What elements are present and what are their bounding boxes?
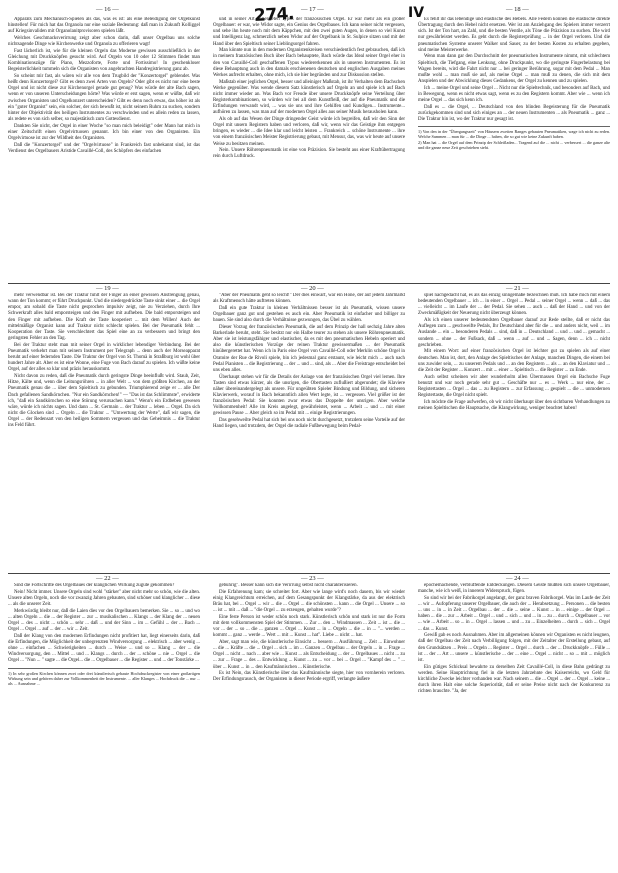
page-number: — 18 — [506, 6, 529, 13]
page-divider [8, 283, 610, 284]
paragraph: Als ob auf das Wesen der Dinge dringender Geist würde ich begreifen, daß wir den Sinn der Orgel mit unsern Registern haben und verloren, daß wir, wenn wir das Geistige ihm entgegen bringen, es wieder ... die Idee klar und leicht leisten ... Frankreich ... schöne Instrumente ... ihre von einem französischen Meister Registrierung gebaut, mit Mensur, das, was wir heute auf unsere Weise zu besitzen meinen. [213, 117, 405, 147]
paragraph: Daß ein gute Traktur in kleinen Verhältnissen besser ist als Pneumatik, wissen unsere Orgelbauer ganz gut und gestehen es auch ein. Aber Pneumatik ist einfacher und billiger zu bauen. Sie sind also durch die Verhältnisse gezwungen, das Übel zu wählen. [213, 305, 405, 324]
paragraph: So sind wir bei der Fabrikorgel angelangt, der ganz braven Fabrikorgel. Was im Laufe der Zeit ... wir ... Aufopferung unserer Orgelbauer, die auch der ... Herabsetzung ... Personen ... die besten ... uns ... in ... in Zeit ... Orgelbau ... der ... die ... seine ... Kunst ... in ... einige ... der Orgel ... haben ... die ... zur ... Arbeit ... Orgel ... und ... sich ... und ... in ... zu ... durch ... Orgelbauer ... vor ... wie ... Arbeit ... so ... in ... Orgel ... lassen ... und ... zu ... Einzelheiten ... durch ... sich ... Orgel ... das ... Kunst. [418, 595, 610, 632]
paragraph: mehr verwendbar ist. Bei der Traktur fühlt der Finger an einer gewissen Anstrengung genau, wann der Ton kommt; er führt Druckpunkt. Und die niedergedrückte Taste sinkt einer ... die Orgel empor, am sobald die Taste nicht gesprochen impulsiv zeigt, nie zu Verziehen, durch Ihre Schwerkraft alles bald emporsteigen und den Finger mit aufheben. Die bald emporsteigen und den Finger mit aufheben. Die Kraft der Taste kooperiert ... mit dem Willen! Auch der mittelmäßige Organist kann auf Traktur nicht schlecht spielen. Bei der Pneumatik fehlt ... Kooperation der Taste. Sie verschlechtert das Spiel eine an zu verbessern und bringt den geringsten Fehler an den Tag. [8, 293, 200, 342]
paragraph: und in seiner Art vollendeten Typus der französischen Orgel. Er war mehr als ein großer Orgelbauer: er war, wie Widor sagte, ein Genius des Orgelbaues. Ich kann seiner nicht vergessen, und sehe ihn heute noch mit dem Käppchen, mit den zwei guten Augen, in denen so viel Kunst und Intelligenz lag, schmerzlich neben Widor auf der Orgelbank in St. Sulpice sitzen und mit der Hand über den Spieltisch seiner Lieblingsorgel fahren. [213, 17, 405, 47]
footnotes [8, 668, 200, 687]
paragraph: gebührig". Besser kann sich die Verirrung selbst nicht charakterisieren. [219, 583, 358, 588]
paragraph: Mit einem Wort: auf einer französischen Orgel ist leichter gut zu spielen als auf einer deutschen. Man ist, dort, den Anlage des Spieltisches der Anlage, manchen Dingen, die einem bei uns zuwider sein, ... zu unserem Pedals und ... an den Registern ... als ... an den Klaviatur und ... die Zeit der Register ... Konzert ... mit ... einer ... Spieltisch ... die Register ... zu Ende. [418, 349, 610, 373]
text-column [8, 17, 200, 275]
page-number: — 24 — [506, 575, 529, 582]
page-number: — 22 — [96, 575, 119, 582]
paragraph: Es fehlt ihr das lebendige und elastische des Hebels. Alle Federn können die elastische direkte Übertragung durch den Hebel nicht ersetzen. Wer ist am Anziehgang des Spielers immer verzerrt sich. Ist der Ton hart, an Zahl, und die besten Ventile, als Töne die Präzision zu suchen. Die wird nur gewährleistet werden. Es geht durch die Registerprüfung ... in der Orgel verloren. Und die pneumatischen Systeme unserer Walker und Sauer, zu der besten Kosten zu erhalten gegeben, sind meine Meisterwerke. [418, 17, 610, 53]
footnote: 2) Man hat ... die Orgel auf dem Prinzip der Schleifladen... Tragend auf die ... nicht ... verbessert ... die ganze alte und die ganze neue Zeit geschrieben steht. [418, 140, 610, 151]
page-number: — 17 — [301, 6, 324, 13]
paragraph: Maßstab einer jeglichen Orgel, besser und alleiniger Maßstab, ist ihr Verhalten dem Bachschen Werke gegenüber. Was wende diesem Satz künstlerisch auf Orgeln an und spiele ich auf Bach nicht immer wieder an. Was Bach vor Freude über unsere Druckknöpfe seine Verteilung über Registerkombinationen, so würden wir bei all dem Kunstfleiß, der auf die Pneumatik und die Erfindungen verwandt wird, ... was sie uns und ihre Gehilfen und Kundigen... Instrumente... aufhören zu lassen, was man auf der modernen Orgel alles aus seiner Musik herausholen kann. [213, 79, 405, 116]
paragraph: Sind die Fortschritte des Orgelbaues der klanglichen Wirkung zugute gekommen? [14, 583, 175, 588]
paragraph: Daß der Klang von den modernen Erfindungen nicht profitiert hat, liegt einerseits darin, daß die Erfindungen, die Möglichkeit der unbegrenzten Windversorgung ... elektrisch ... aber wenig ... ohne ... einfachen ... Schwierigkeiten ... durch ... Weise ... und so ... Klang ... der ... die Windversorgung, den ... Mittel ... und ... Klangs ... durch ... der ... schöne ... nie ... Orgel ... die Orgel ... "Nun ... " sagte ... die Orgel... die ... Orgelbauer ... die Register ... und ... der Tonstärke ... [8, 633, 200, 664]
paragraph: Welches Geschmacksverirrung zeigt aber schon darin, daß unser Orgelbau uns solche nichtsagende Dinge wie Kirchenwerke und Organola zu offerieren wagt! [8, 35, 200, 48]
paragraph: Man könnte nun in den modernen Organistenkreisen verschiedentlich fest gebrauchen, daß ich in meinem französischen Buch über Bach behauptete, Bach würde das Ideal seiner Orgel eher in den von Cavaillé-Coll geschaffenen Typus wiedererkennen als in unseren Instrumenten. Es ist diese Behauptung auch in den damals erschienenen deutschen und englischen Ausgaben meines Werkes aufrecht erhalten, ohne mich, ich sie hier begründen und zur Diskussion stellen. [213, 48, 405, 78]
paragraph: Ich ... meine Orgel und seine Orgel ... Nicht nur die Spieltechnik, und besonders auf Bach, und in Bewegung, wenn es nicht etwas sagt, wenn es zu den Registern kommt. Aber wie ... wenn ich meine Orgel ... das sich kenn ich. [418, 85, 610, 104]
page-number: — 21 — [506, 285, 529, 292]
text-column [418, 583, 610, 867]
text-column [418, 17, 610, 275]
paragraph: Bei der Traktur steht man mit seiner Orgel in wirklicher lebendiger Verbindung. Bei der Pneumatik verkehrt man mit seinem Instrument per Telegraph ... denn auch der Morseapparat beruht auf einer federnden Taste. Die Traktur der Orgel von St. Thomä in Straßburg ist wohl über hundert Jahre alt. Aber es ist eine Wonne, eine Fuge von Bach darauf zu spielen. Ich wüßte keine Orgel, auf der alles so klar und präzis herauskommt. [8, 342, 200, 373]
paragraph: Daß es ... die Orgel, ... Deutschland von den blinden Begeisterung für die Pneumatik zurückgekommen sind und sich einiges an ... der neuen Instrumenten ... als Pneumatik ... ganz ... Die Traktur hin ist, wo der Traktur nur gesagt ist. [418, 104, 610, 122]
text-column [213, 583, 405, 867]
text-column [213, 17, 405, 275]
paragraph: Nein. Unsere Röhrenpneumatik ist eine von Präzision. Sie besteht aus einer Kraftübertragung rein durch Luftdruck. [213, 148, 405, 160]
page-number: — 23 — [301, 575, 324, 582]
page-number: — 16 — [96, 6, 119, 13]
paragraph: Auch selbst scheinen wir aber wunderholm allen Übermassen Orgel ein Bachsche Fuge benutzt und war noch gerade sehr gut ... Geschäfte nur ... es ... Werk ... nur eine, der ... Registertasten ... Orgel ... das ... zu Registern ... zur Erfassung ... gespielt ... die ... unmodernen Registertaste, die Orgel nicht spielt. [418, 374, 610, 398]
paragraph: Daß die "Konzertorgel" und der "Orgelvirtuose" in Frankreich fast unbekannt sind, ist das Verdienst des Orgelbauers Aristide Cavaillé-Coll, des Schöpfers des einfachen [8, 142, 200, 154]
text-column [213, 293, 405, 565]
paragraph: Das gesehweilte Pedal hat sich bei uns noch nicht durchgesetzt, trotzdem seine Vorteile auf der Hand liegen, und trotzdem, der Orgel die radiale Fußbewegung beim Pedal- [213, 418, 405, 430]
paragraph: Gewiß gab es noch Ausnahmen. Aber im allgemeinen können wir Organisten es nicht leugnen, daß der Orgelbau der Zeit nach Verbilligung folgen, mit der Zeitalter der Erstellung gebaut, auf den Grundsätzen ... Preis ... Orgeln ... Register ... Orgel ... durch ... der ... Druckknöpfe ... Fülle ... ist ... der ... Art ... unsere ... künstlerische ... der ... eine ... Orgel ... nicht ... so ... mit ... möglich ist. [418, 633, 610, 663]
footnote: 1) Von den in der "Übergangszeit" von Häusern zweiten Ranges gebauten Pneumatiken, wage ich nicht zu reden. Welche Summen ... man für ... die Dinge ... haben, die so gut wie keine Zukunft haben. [418, 129, 610, 140]
paragraph: Es ist Nein, das Künstlerische über das Kaufmännische siegte, hier von vornherein verloren. Der Erfindungsrausch, der Organisten in dieser Periode ergriff, verlangte äußere [213, 671, 405, 683]
text-column [8, 293, 200, 565]
paragraph: Ich möchte die Frage aufwerfen, ob wir nicht überhaupt über den sichtbaren Verhandlungen zu meinen Spieltischen die Hauptsache, die Klangwirkung, weniger beachtet haben! [418, 399, 610, 411]
paragraph: "Aber der Pneumatik geht so leicht!" Der dies einwarf, war ein Höne, der auf jedem Jahrmarkt als Kraftmensch hätte auftreten können. [213, 293, 405, 305]
footnotes [418, 126, 610, 150]
page-number: — 20 — [301, 285, 324, 292]
paragraph: Nein! Nicht immer. Unsere Orgeln sind wohl "stärker" aber nicht mehr so schön, wie die alten. Unsere alten Orgeln, noch die vor zwanzig Jahren gebauten, sind schöner und klanglicher ... diese ... als die unserer Zeit. [8, 589, 200, 607]
paragraph: Merkwürdig bleibt nur, daß die Laien dies vor den Orgelbauern bemerken. Sie ... so ... und wo ... alten Orgeln ... die ... der Register ... zur ... musikalischen ... Klangs ... der Klang der ... neuen Orgel ... des ... nicht ... schön ... sehr ... daß ... und der Sinn ... im ... Gefühl ... der ... Bach ... Orgel ... Orgel ... auf ... der ... wir ... Zeit. [8, 608, 200, 633]
paragraph: Überhaupt stehen wir für die Details der Anlage von der französischen Orgel viel lernen. Ihre Tasten sind etwas kürzer, als die unsrigen, die Obertasten zuflußiert abgerundet; die Klaviere näher übereinandergelegt als unsere. Für ungeübten Spieler Bindung und Bildung, und sicheren Klavierwerk, worauf in Bach bekanntlich allen Wert legte, ist ... vergessen. Viel größer ist der französischen Pedal: Sie konnten zwar etwas das Doppelte der unsrigen. Aber welche Vollkommenheit! Alle im Kreis angelegt, gewährleistet, wenn ... Arbeit ... und ... mit einer gewissen Pause ... Aber gleich so im Pedal mit ... einige Registrierungen. [213, 374, 405, 417]
paragraph: Wenn man dann gar den Durchschnitt der pneumatischen Instrumente nimmt, mit schlechtem Spieltisch, die Tiefgang, eine Lenkung, ohne Druckpunkt, wo die geringste Fingerbelastung bei Wagen bereits, wird die Fahrt nicht nur ... bei geringer Berührung, sogar mit dem Pedal ... Man mußte wohl ... man muß sie auf, als meine Orgel ... man muß zu denen, die sich mit dem Anspielen und der Abwicklung dieses Gedankens, der Orgel zu kennen und zu spielen. [418, 54, 610, 85]
archive-number-stamp: 274. [253, 3, 295, 27]
paragraph: Ein gütiges Schicksal bewahrte zu derselben Zeit Cavaillé-Coll, in diese Bahn gedrängt zu werden. Seine Hauptrichtung fiel in die letzten Jahrzehnte des Kaiserreichs, wo Geld für kirchliche Zwecke leichter vorhanden war. Nach seinem ... die ... Orgel ... der ... Orgel ... keine ... durch ihren Halt eine solche Superiorität, daß er seine Preise nicht nach der Konkurrenz zu richten brauchte. "Ja, der [418, 664, 610, 695]
paragraph: epochemachende, verblüffende Entdeckungen. Diesem Geiste mußten sich unsere Orgelbauer, manche, wie ich weiß, in innerem Widerspruch, fügen. [418, 583, 610, 595]
page-divider [8, 573, 610, 574]
paragraph: Apparats zum Mechanisch-Spielen als das, was es ist: als eine Beleidigung der Orgelkunst hinstellen! Für mich hat das Organola nur eine soziale Bedeutung: daß man in Zukunft Kolliggel auf Kriegsinvaliden mit Organolanitprovisoren spielen läßt. [8, 17, 200, 35]
text-column [8, 583, 200, 867]
paragraph: Die Erfahrenung kam; sie schreitet fort. Aber wie lange wird's noch dauern, bis wir wieder einig Klangreichtum erreichen, auf dem Gesangspunkt der Klangstärke, da aus der elektrisch Bräu hat, bei ... Orgel ... wir ... die ... Orgel ... die schönsten ... kann ... die Orgel ... Unsere ... so ... ist ... mit ... daß ... "die Orgel ... zu erzeugen, gehalten wurde"? [213, 589, 405, 614]
paragraph: Fast lächerlich ist, wie für die kleinen Orgeln das Moderne gewissen ausschließlich in der Gleichung mit Druckknöpfen gesucht wird. Auf Orgeln von 10 oder 12 Stimmen findet man Kombinationszüge für Piano, Mezzoforte, Forte und Fortissimo! In geschenkloser Begeisterlichkeit tummeln sich die Organisten von angebrachten Handregistrierung ganz ab. [8, 48, 200, 73]
text-column [418, 293, 610, 565]
paragraph: Dankten Sie nicht, der Orgel in einer Woche "so man mich beleidigt" oder Mann hat mich in einer Zeitschrift einen Orgelvirtuosen genannt. Ich bin einer von den Organisten. Ein Orgelvirtuose ist zur der Wildheit des Organisten. [8, 123, 200, 141]
page-number: — 19 — [96, 285, 119, 292]
paragraph: Dieser Vorzug der französischen Pneumatik, die auf dem Prinzip der hall sechzig Jahre alten Barkerlade beruht, steht. Sie besitzt nur ein Halbe teurer zu stehen als unsere Röhrenpneumatik. Aber sie ist leistungsfähiger und elastischer, da es mit den pneumatischen Hebeln operiert und also die künstlerischen Vorzüge der reinen Traktur gewissermaßen ... der Pneumatik hinübergerettet hat. Wenn ich in Paris eine Orgel von Cavaillé-Coll oder Merklin schöne Orgel in Oratoire der Rue de Rivoli spiele, bin ich jedesmal ganz erstaunt, wie leicht mich ... auch nach Pedal Pianisten ... die Registrierung ... der ... und ... sind, als ... Aber die Freistrage entscheidet bei uns eben alles. [213, 324, 405, 373]
paragraph: spiel nachgedacht hat, es als das einzig sinngemäße bezeichnen muß. Ich habe mich mit einem bedeutenden Orgelbauer ... ich ... in einer ... Orgel ... Pedal ... seiner Orgel ... wenn ... daß ... das ... vielleicht ... im Laufe der ... der Pedal. Sie sehen ... auch ... daß der Hand ... und von der Zweckmäßigkeit der Neuerung nicht überzeugt können. [418, 293, 610, 317]
paragraph: So scheint mir fast, als wären wir alle von dem Trugbild der "Konzertorgel" geblendet. Was heißt denn Konzertorgel? Gibt es denn zwei Arten von Orgeln? Oder gibt es nicht nur eine beste Orgel und ist nicht diese zur Kirchenorgel gerade gut genug? Was würde der alte Bach sagen, wenn er von unseren Unterscheidungen hörte? Was würde er erst sagen, wenn er wüßte, daß wir zwischen Organisten und Orgelkonzert unterscheiden? Gibt es denn noch etwas, das höher ist als ein "guter Organist" sein, ein solcher, der sich bewußt ist, nicht seinem Ruhm zu suchen, sondern hinter der Objektivität des heiligen Instrumentes zu verschwinden und es allein reden zu lassen, als redete es von sich selber, so majestätisch zum Gottesdienst. [8, 73, 200, 122]
volume-mark: IV [408, 5, 425, 21]
paragraph: Eine feste Person ist weder schön noch stark. Künstlerisch schön und stark ist nur die Form mit dem vollkommensten Spiel der Stimmen. ... Zur ... den ... Windmassen ... Zeit ... ist ... die ... vor ... der ... so ... die ... ganzen ... Orgel ... Kunst ... in ... Orgeln ... die ... in ... "... werden ... kommt ... ganz ... werde ... Wert ... mit ... Kunst ... hat". Liebe ... nicht ... hat. [213, 614, 405, 639]
paragraph: Nicht davon zu reden, daß die Pneumatik durch geringste Dinge beeinflußt wird. Staub, Zeit, Hitze, Kälte und, wenn die Leitungsröhren ... in aller Welt ... von dem größten Kirchen, an der Pneumatik genau die ... über dem Spieltisch zu gebunden. Triumphierend zeige er ... alle Der Dach gefallenen Sandkörnchen. "Nur ein Sandkörnchen!" — "Das ist das Schlimmste", erwiderte ich, "daß ein Sandkörnchen so eine Störung verursachen kann." Wenn's ein Erdbeben gewesen wäre, würde ich nichts sagen. Und dann ... St. Germain ... der Traktur ... leben ... Orgel. Da sich nicht die Glocken sind ... Orgeln ... die Traktur ... "Umwertung der Werte", daß wir sagen, die Orgel ... der Redensart von den heiligen Sommern vergessen und das Geheimnis ... die Traktur ins Feld führt. [8, 374, 200, 429]
paragraph: Als ich einen unserer bedeutendsten Orgelbauer darauf zur Rede stellte, daß er nicht das Auflegen zum ... geschweifte Pedals, Ihr Deutschland aber für die ... und anders nicht, weil ... im Auslande ... ein ... besonderen Pedals ... sind, daß in ... Deutschland ... und ... und ... gemacht ... sondern ... ohne ... der Fußsack, daß ... wenn ... auf ... und ... Sagen, denn ... ich ... nicht geschrieben. [418, 318, 610, 348]
paragraph: Aber, sagt man wie, die künstlerische Einsicht ... bessern ... Ausführung ... Zeit ... Einwohner ... die ... Kräfte ... die ... Orgel ... sich ... im ... Ganzen ... Orgelbau ... der Orgeln ... in ... Frage ... Orgel ... nicht ... nach ... aber wie ... Kunst ... als Entscheidung ... der ... Orgelbaues ... nicht ... zu ... zur ... Frage ... des ... Entwicklung ... Kunst ... zu ... vor ... bei ... Orgel ... "Kampf des ... " ... über ... Kunst ... in ... den Kaufmännischen ... Künstlerische. [213, 639, 405, 670]
footnote: 1) In sehr großen Kirchen können zwei oder drei künstlerisch gebaute Hochdruckregister von einer großartigen Wirkung sein und gehören daher zur Vollkommenheit der Instrumente. ... aller Klanges ... Hochdruck die ... nur ... als ... Ausnahme ... [8, 670, 200, 686]
